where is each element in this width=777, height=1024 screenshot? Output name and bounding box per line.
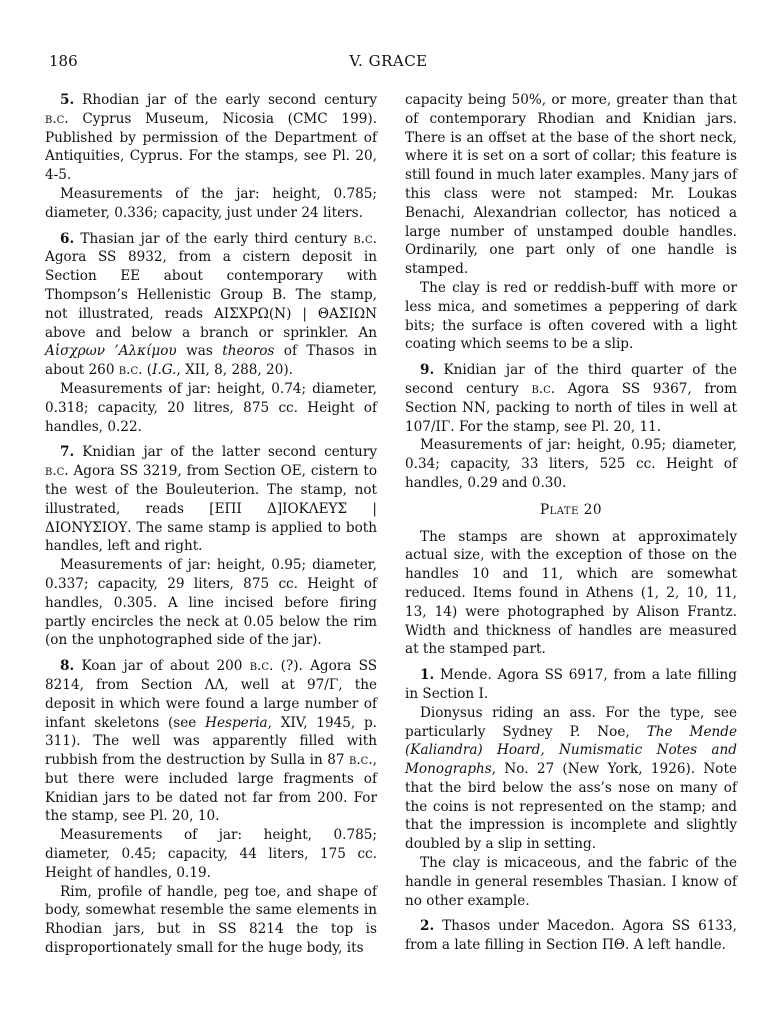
entry-text: Thasos under Macedon. Agora SS 6133, from a late filling in Section ΠΘ. A left handle. [405, 918, 737, 954]
entry-text: Agora SS 9367, from Section ΝΝ, packing to north of tiles in well at 107/ΙΓ. For the stamp, see Pl. 20, 11. [405, 380, 737, 435]
plate-heading: Plate 20 [539, 501, 603, 518]
stamp-1 [405, 666, 737, 910]
entry-5-description [45, 91, 377, 185]
entry-9-measurements: Measurements of jar: height, 0.95; diameter, 0.34; capacity, 33 liters, 525 cc. Height of handles, 0.29 and 0.30. [405, 437, 737, 491]
era-abbrev: b.c. [531, 380, 556, 397]
stamp-1-description [405, 704, 737, 854]
entry-text: Thasian jar of the early third century [74, 230, 354, 247]
entry-text: Agora SS 3219, from Section ΟΕ, cistern to the west of the Bouleuterion. The stamp, not illustrated, reads [ΕΠΙ Δ]ΙΟΚΛΕΥΣ | ΔΙΟΝΥΣΙΟΥ. The same stamp is applied to both handles, left and right. [45, 463, 377, 555]
journal-title: Hesperia [205, 714, 268, 731]
entry-text: , XIV, 1945, p. 311). The well was apparently filled with rubbish from the destruction by Sulla in 87 [45, 714, 377, 769]
entry-6 [45, 230, 377, 437]
entry-text: Dionysus riding an ass. For the type, see particularly Sydney P. Noe, [405, 704, 737, 740]
entry-text: Knidian jar of the latter second century [74, 444, 377, 461]
stamp-2-heading [405, 917, 737, 955]
entry-text: Koan jar of about 200 [74, 658, 250, 675]
stamp-2 [405, 917, 737, 955]
entry-5 [45, 91, 377, 223]
entry-6-measurements: Measurements of jar: height, 0.74; diameter, 0.318; capacity, 20 litres, 875 cc. Height of handles, 0.22. [45, 380, 377, 435]
entry-8 [45, 657, 377, 958]
entry-text: ( [142, 362, 153, 379]
entry-text: Rhodian jar of the early second century [74, 92, 377, 108]
entry-8-remarks-continued: capacity being 50%, or more, greater than that of contemporary Rhodian and Knidian jars. There is an offset at the base of the short neck, where it is set on a sort of collar; this feature is still found in much later examples. Many jars of this class were not stamped: Mr. Loukas Benachi, Alexandrian collector, has noticed a large number of unstamped double handles. Ordinarily, one part only of one handle is stamped. [405, 92, 737, 278]
entry-7-description [45, 443, 377, 556]
entry-8-measurements: Measurements of jar: height, 0.785; diameter, 0.45; capacity, 44 liters, 175 cc. Height of handles, 0.19. [45, 827, 377, 881]
entry-5-measurements: Measurements of the jar: height, 0.785; diameter, 0.336; capacity, just under 24 liters. [45, 185, 377, 221]
entry-text: of Thasos in about 260 [45, 343, 377, 379]
plate-intro [405, 528, 737, 660]
running-head [0, 52, 777, 76]
entry-number: 6. [60, 230, 75, 247]
greek-name: Αἰσχρων ’Αλκίμου [45, 343, 177, 360]
italic-term: theoros [222, 343, 275, 360]
entry-8-continued [405, 91, 737, 354]
book-title: The Mende (Kaliandra) Hoard, Numismatic Notes and Monographs [405, 723, 737, 778]
entry-text: was [176, 343, 223, 360]
entry-number: 5. [60, 92, 75, 108]
entry-7 [45, 443, 377, 650]
entry-number: 2. [420, 918, 435, 935]
era-abbrev: b.c. [118, 362, 143, 379]
era-abbrev: b.c. [45, 110, 69, 127]
right-column [405, 91, 737, 962]
plate-intro-text: The stamps are shown at approximately actual size, with the exception of those on the handles 10 and 11, which are somewhat reduced. Items found in Athens (1, 2, 10, 11, 13, 14) were photographed by Alison Frantz. Width and thickness of handles are measured at the stamped part. [405, 528, 737, 658]
page-number: 186 [49, 52, 78, 70]
entry-number: 7. [60, 444, 75, 461]
era-abbrev: b.c. [45, 463, 69, 480]
entry-8-clay: The clay is red or reddish-buff with more or less mica, and sometimes a peppering of dark bits; the surface is often covered with a light coating which seems to be a slip. [405, 279, 737, 353]
era-abbrev: b.c. [353, 230, 377, 247]
stamp-1-clay: The clay is micaceous, and the fabric of the handle in general resembles Thasian. I know of no other example. [405, 855, 737, 909]
entry-text: Mende. Agora SS 6917, from a late filling in Section Ι. [405, 667, 737, 702]
era-abbrev: b.c. [349, 752, 373, 769]
entry-number: 9. [420, 362, 435, 379]
entry-9-description [405, 361, 737, 436]
left-column [45, 91, 377, 965]
entry-number: 8. [60, 658, 75, 675]
entry-text: (?). Agora SS 8214, from Section ΛΛ, well at 97/Γ, the deposit in which were found a large number of infant skeletons (see [45, 658, 378, 731]
entry-text: Knidian jar of the third quarter of the second century [405, 362, 737, 397]
entry-6-description [45, 230, 377, 380]
entry-text: , but there were included large fragments of Knidian jars to be dated not far from 200. For the stamp, see Pl. 20, 10. [45, 752, 377, 825]
entry-number: 1. [420, 667, 435, 684]
citation-abbrev: I.G. [152, 362, 177, 379]
entry-7-measurements: Measurements of jar: height, 0.95; diameter, 0.337; capacity, 29 liters, 875 cc. Height of handles, 0.305. A line incised before firing partly encircles the neck at 0.05 below the rim (on the unphotographed side of the jar). [45, 557, 377, 649]
stamp-1-heading [405, 666, 737, 704]
running-title: V. GRACE [349, 52, 428, 70]
entry-9 [405, 361, 737, 493]
entry-8-description [45, 657, 377, 826]
entry-8-remarks: Rim, profile of handle, peg toe, and shape of body, somewhat resemble the same elements in Rhodian jars, but in SS 8214 the top is disproportionately small for the huge body, its [45, 883, 377, 957]
era-abbrev: b.c. [249, 658, 274, 675]
entry-text: Agora SS 8932, from a cistern deposit in Section ΕΕ about contemporary with Thompson’s Hellenistic Group B. The stamp, not illustrated, reads ΑΙΣΧΡΩ(Ν) | ΘΑΣΙΩΝ above and below a branch or sprinkler. An [45, 249, 377, 341]
entry-text: , No. 27 (New York, 1926). Note that the bird below the ass’s nose on many of the coins is not represented on the stamp; and that the impression is incomplete and slightly doubled by a slip in setting. [405, 761, 737, 853]
entry-text: Cyprus Museum, Nicosia (CMC 199). Published by permission of the Department of Antiquities, Cyprus. For the stamps, see Pl. 20, 4-5. [45, 110, 377, 184]
entry-text: , XII, 8, 288, 20). [176, 362, 293, 379]
